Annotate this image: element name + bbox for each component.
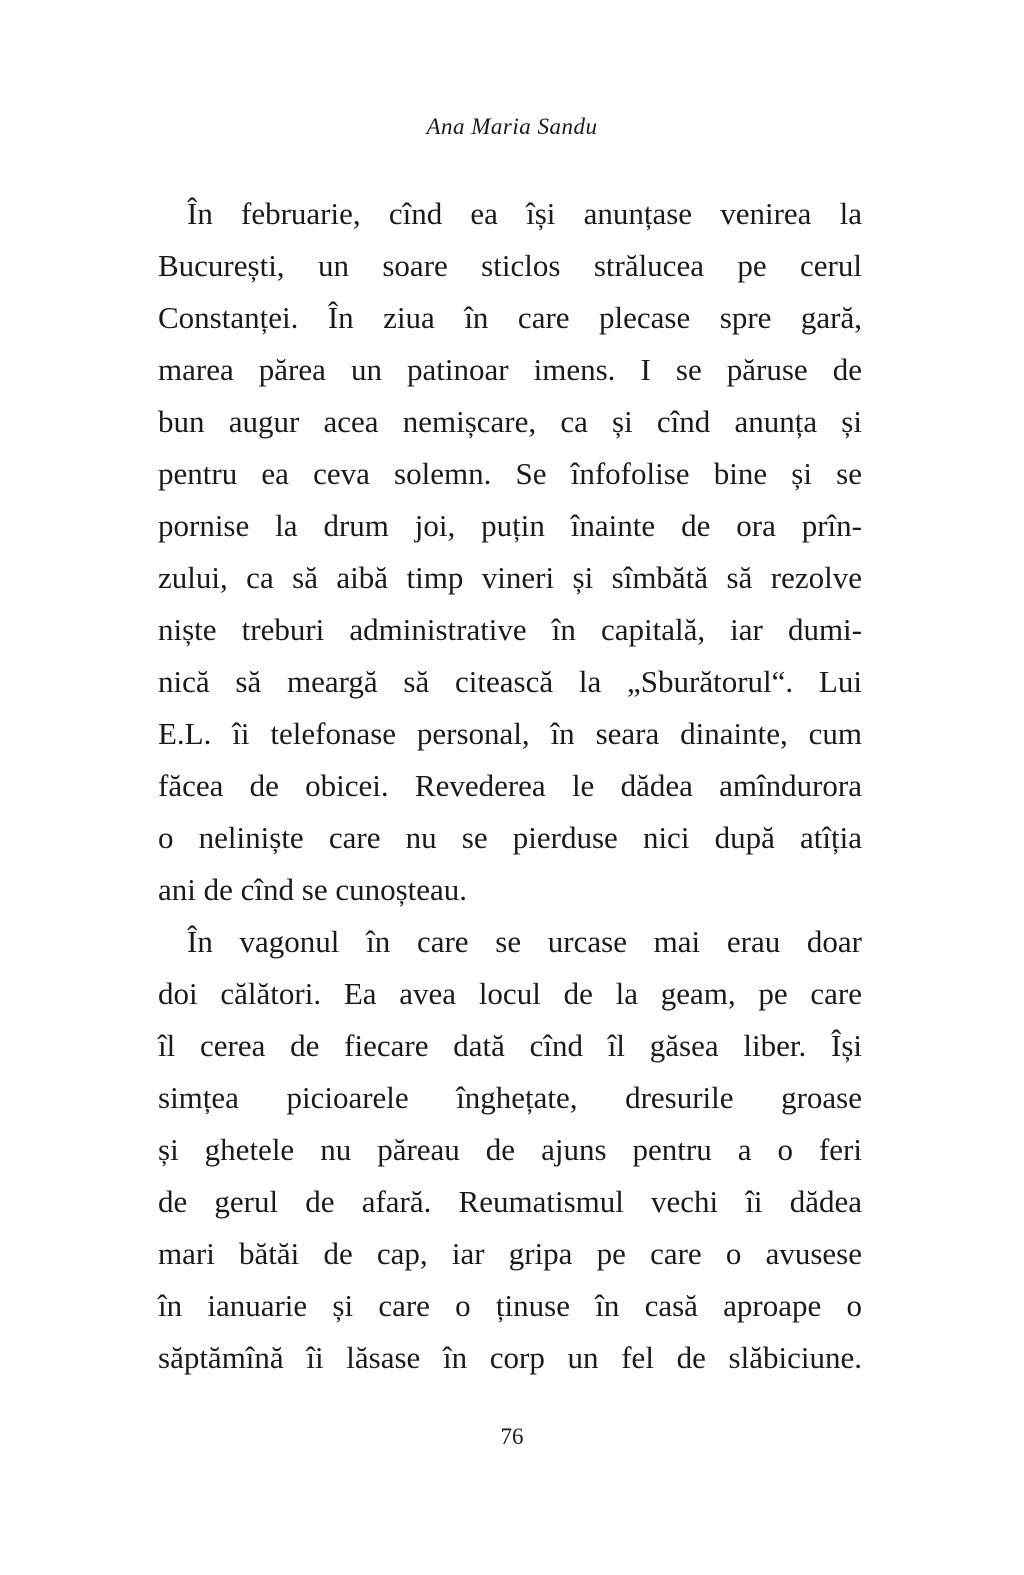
text-line: București, un soare sticlos strălucea pe cerul bbox=[158, 248, 862, 283]
text-line: În vagonul în care se urcase mai erau doar bbox=[187, 924, 862, 959]
page-number: 76 bbox=[500, 1424, 524, 1449]
text-line: zului, ca să aibă timp vineri și sîmbătă să rezolve bbox=[158, 560, 862, 595]
text-line: în ianuarie și care o ținuse în casă aproape o bbox=[158, 1288, 862, 1323]
text-line: făcea de obicei. Revederea le dădea amîndurora bbox=[158, 768, 862, 803]
text-line: E.L. îi telefonase personal, în seara dinainte, cum bbox=[158, 716, 862, 751]
text-line: săptămînă îi lăsase în corp un fel de slăbiciune. bbox=[158, 1340, 862, 1375]
text-line: ani de cînd se cunoșteau. bbox=[158, 872, 468, 907]
text-line: marea părea un patinoar imens. I se păruse de bbox=[158, 352, 862, 387]
text-line: pentru ea ceva solemn. Se înfofolise bine și se bbox=[158, 456, 862, 491]
text-line: bun augur acea nemișcare, ca și cînd anunța și bbox=[158, 404, 862, 439]
body-text bbox=[158, 188, 862, 1384]
paragraph bbox=[158, 188, 862, 916]
text-line: În februarie, cînd ea își anunțase venirea la bbox=[187, 196, 862, 231]
text-line: Constanței. În ziua în care plecase spre gară, bbox=[158, 300, 862, 335]
running-header-author: Ana Maria Sandu bbox=[426, 114, 598, 139]
text-line: simțea picioarele înghețate, dresurile groase bbox=[158, 1080, 862, 1115]
text-line: de gerul de afară. Reumatismul vechi îi dădea bbox=[158, 1184, 862, 1219]
text-line: niște treburi administrative în capitală, iar dumi- bbox=[158, 612, 862, 647]
text-line: mari bătăi de cap, iar gripa pe care o avusese bbox=[158, 1236, 862, 1271]
text-line: nică să meargă să citească la „Sburătorul“. Lui bbox=[158, 664, 862, 699]
text-line: și ghetele nu păreau de ajuns pentru a o feri bbox=[158, 1132, 862, 1167]
text-line: îl cerea de fiecare dată cînd îl găsea liber. Își bbox=[158, 1028, 862, 1063]
text-line: doi călători. Ea avea locul de la geam, pe care bbox=[158, 976, 862, 1011]
text-line: o neliniște care nu se pierduse nici după atîția bbox=[158, 820, 862, 855]
paragraph bbox=[158, 916, 862, 1384]
text-line: pornise la drum joi, puțin înainte de ora prîn- bbox=[158, 508, 862, 543]
